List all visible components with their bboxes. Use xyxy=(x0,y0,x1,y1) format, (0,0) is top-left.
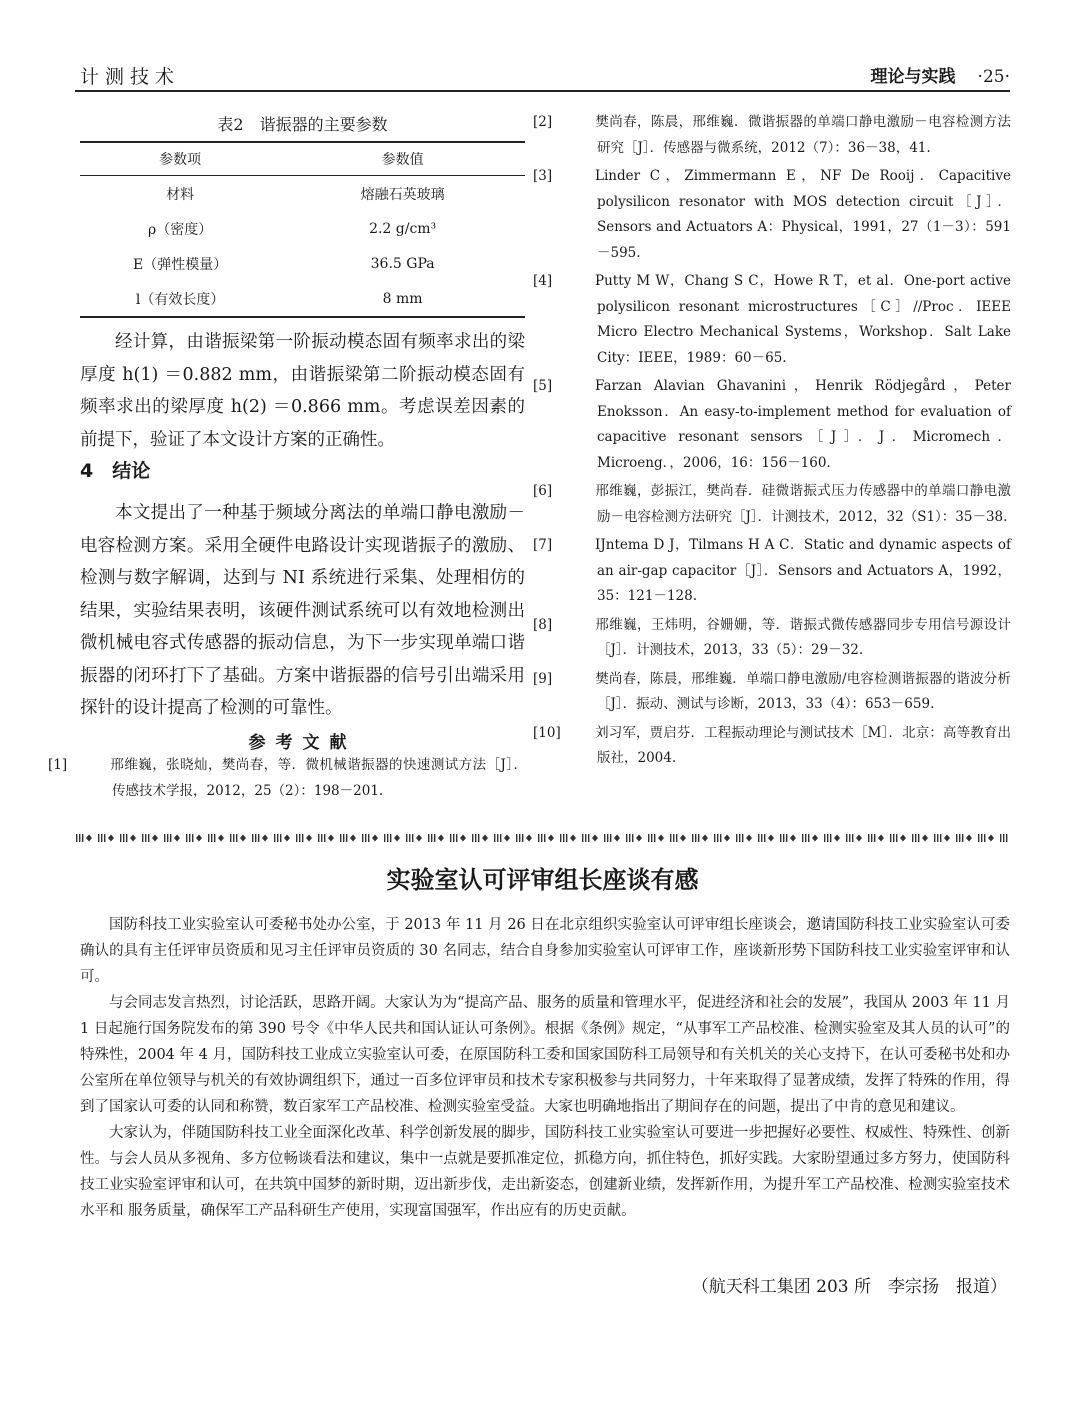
reference-item: [5] Farzan Alavian Ghavanini，Henrik Rödjegård，Peter Enoksson．An easy-to-implement method for evaluation of capacitive resonant sensors［J］．J．Micromech．Microeng．，2006，16：156－160. xyxy=(533,378,1011,471)
table-cell: 材料 xyxy=(166,186,195,203)
table-cell: 36.5 GPa xyxy=(370,255,435,272)
table-cell: ρ（密度） xyxy=(148,221,213,238)
section-title: 4 结论 xyxy=(80,460,151,482)
table-cell: E（弹性模量） xyxy=(133,256,228,273)
conclusion-paragraph: 本文提出了一种基于频域分离法的单端口静电激励－电容检测方案。采用全硬件电路设计实现谐振子的激励、检测与数字解调，达到与 NI 系统进行采集、处理相仿的结果，实验结果表明，该硬件测试系统可以有效地检测出微机械电容式传感器的振动信息，为下一步实现单端口谐振器的闭环打下了基础。方案中谐振器的信号引出端采用探针的设计提高了检测的可靠性。 xyxy=(80,503,525,718)
article-paragraph: 国防科技工业实验室认可委秘书处办公室，于 2013 年 11 月 26 日在北京组织实验室认可评审组长座谈会，邀请国防科技工业实验室认可委确认的具有主任评审员资质和见习主任评审员资质的 30 名同志，结合自身参加实验室认可评审工作，座谈新形势下国防科技工业实验室评审和认可。 xyxy=(80,917,1010,985)
table-header-row xyxy=(80,142,525,176)
references-right-column xyxy=(533,110,1011,775)
table-row xyxy=(80,211,525,246)
references-title: 参考文献 xyxy=(248,733,357,753)
article-paragraph: 与会同志发言热烈，讨论活跃，思路开阔。大家认为为“提高产品、服务的质量和管理水平，促进经济和社会的发展”，我国从 2003 年 11 月 1 日起施行国务院发布的第 390 号令《中华人民共和国认证认可条例》。根据《条例》规定，“从事军工产品校准、检测实验室及其人员的认可”的特殊性，2004 年 4 月，国防科技工业成立实验室认可委，在原国防科工委和国家国防科工局领导和有关机关的关心支持下，在认可委秘书处和办公室所在单位领导与机关的有效协调组织下，通过一百多位评审员和技术专家积极参与共同努力，十年来取得了显著成绩，发挥了特殊的作用，得到了国家认可委的认同和称赞，数百家军工产品校准、检测实验室受益。大家也明确地指出了期间存在的问题，提出了中肯的意见和建议。 xyxy=(80,995,1010,1115)
table-caption: 表2 谐振器的主要参数 xyxy=(217,115,388,134)
reference-item: [2] 樊尚春，陈晨，邢维巍．微谐振器的单端口静电激励－电容检测方法研究［J］．传感器与微系统，2012（7）：36－38，41. xyxy=(533,114,1011,156)
page-number: ·25· xyxy=(977,67,1010,87)
reference-item: [4] Putty M W，Chang S C，Howe R T，et al．One-port active polysilicon resonant microstructures［C］//Proc．IEEE Micro Electro Mechanical Systems，Workshop．Salt Lake City：IEEE，1989：60－65. xyxy=(533,273,1011,366)
column-header: 参数值 xyxy=(280,142,525,176)
result-paragraph-block xyxy=(80,326,525,456)
header-rule xyxy=(75,90,1010,92)
reference-item: [8] 邢维巍，王炜明，谷姗姗，等．谐振式微传感器同步专用信号源设计［J］．计测技术，2013，33（5）：29－32. xyxy=(533,616,1011,658)
table-cell: l（有效长度） xyxy=(80,281,280,317)
reference-item: [3] Linder C，Zimmermann E，NF De Rooij．Capacitive polysilicon resonator with MOS detection circuit［J］．Sensors and Actuators A：Physical，1991，27（1－3）：591－595. xyxy=(533,168,1011,261)
result-paragraph: 经计算，由谐振梁第一阶振动模态固有频率求出的梁厚度 h(1) ＝0.882 mm，由谐振梁第二阶振动模态固有频率求出的梁厚度 h(2) ＝0.866 mm。考虑误差因素的前提下，验证了本文设计方案的正确性。 xyxy=(80,332,525,450)
table-cell: 熔融石英玻璃 xyxy=(360,186,445,203)
table-cell: 2.2 g/cm³ xyxy=(369,220,437,237)
reference-item: [10] 刘习军，贾启芬．工程振动理论与测试技术［M］．北京：高等教育出版社，2004. xyxy=(533,724,1011,766)
article-body xyxy=(80,912,1010,1224)
reference-item: [6] 邢维巍，彭振江，樊尚春．硅微谐振式压力传感器中的单端口静电激励－电容检测方法研究［J］．计测技术，2012，32（S1）：35－38. xyxy=(533,483,1011,525)
table-row xyxy=(80,281,525,317)
conclusion-block xyxy=(80,497,525,725)
reference-item: [9] 樊尚春，陈晨，邢维巍．单端口静电激励/电容检测谐振器的谐波分析［J］．振动、测试与诊断，2013，33（4）：653－659. xyxy=(533,670,1011,712)
journal-name: 计测技术 xyxy=(80,66,181,88)
table-row xyxy=(80,246,525,281)
ornamental-divider xyxy=(75,833,1010,843)
article-paragraph: 大家认为，伴随国防科技工业全面深化改革、科学创新发展的脚步，国防科技工业实验室认可要进一步把握好必要性、权威性、特殊性、创新性。与会人员从多视角、多方位畅谈看法和建议，集中一点就是要抓准定位，抓稳方向，抓住特色，抓好实践。大家盼望通过多方努力，使国防科技工业实验室评审和认可，在共筑中国梦的新时期，迈出新步伐，走出新姿态，创建新业绩，发挥新作用，为提升军工产品校准、检测实验室技术水平和 服务质量，确保军工产品科研生产使用，实现富国强军，作出应有的历史贡献。 xyxy=(80,1125,1010,1219)
section-name: 理论与实践 xyxy=(870,67,956,87)
section-header xyxy=(871,62,1010,87)
parameter-table xyxy=(80,141,525,318)
article-title: 实验室认可评审组长座谈有感 xyxy=(386,866,699,894)
table-cell: 8 mm xyxy=(280,281,525,317)
article-byline: （航天科工集团 203 所 李宗扬 报道） xyxy=(691,1277,1007,1297)
column-header: 参数项 xyxy=(80,142,280,176)
table-row xyxy=(80,176,525,212)
reference-item: [1] 邢维巍，张晓灿，樊尚春，等．微机械谐振器的快速测试方法［J］．传感技术学报，2012，25（2）：198－201. xyxy=(48,757,527,799)
references-left-column xyxy=(48,753,527,807)
reference-item: [7] IJntema D J，Tilmans H A C．Static and dynamic aspects of an air-gap capacitor［J］．Sensors and Actuators A，1992，35：121－128. xyxy=(533,537,1011,604)
